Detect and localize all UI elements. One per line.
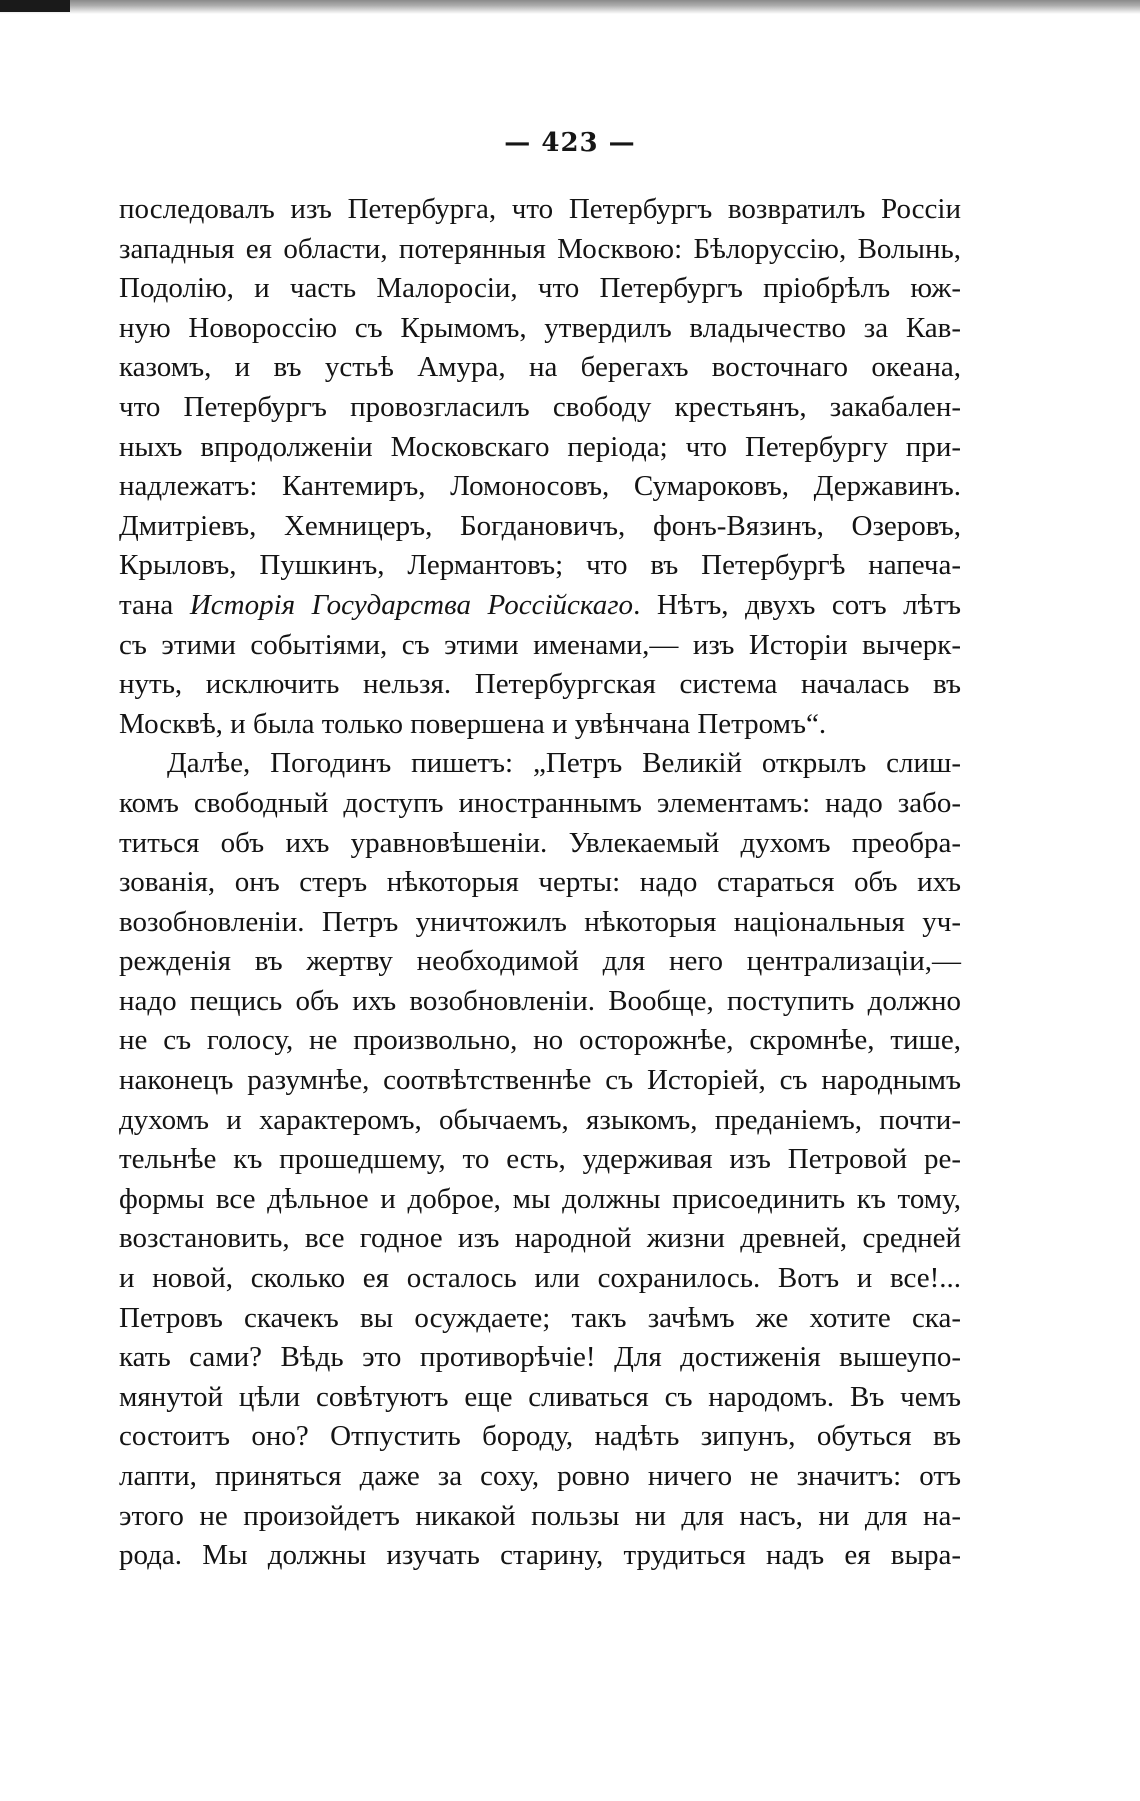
- text-line: что Петербургъ провозгласилъ свободу крестьянъ, закабален-: [119, 390, 961, 423]
- text-line: ныхъ впродолженіи Московскаго періода; что Петербургу при-: [119, 430, 961, 463]
- text-line: режденія въ жертву необходимой для него централизаціи,—: [119, 945, 961, 978]
- text-line: рода. Мы должны изучать старину, трудиться надъ ея выра-: [119, 1539, 961, 1572]
- body-text: [119, 190, 961, 1576]
- scan-top-edge: [0, 0, 1140, 14]
- text-line: духомъ и характеромъ, обычаемъ, языкомъ, преданіемъ, почти-: [119, 1103, 961, 1136]
- text-segment: . Нѣтъ, двухъ сотъ лѣтъ: [633, 588, 961, 621]
- text-line: Подолію, и часть Малоросіи, что Петербургъ пріобрѣлъ юж-: [119, 272, 961, 305]
- text-line: западныя ея области, потерянныя Москвою: Бѣлоруссію, Волынь,: [119, 232, 961, 265]
- text-line: Крыловъ, Пушкинъ, Лермантовъ; что въ Петербургѣ напеча-: [119, 549, 961, 582]
- page-number: — 423 —: [504, 128, 636, 158]
- text-line: Дмитріевъ, Хемницеръ, Богдановичъ, фонъ-Вязинъ, Озеровъ,: [119, 509, 961, 542]
- text-line: этого не произойдетъ никакой пользы ни для насъ, ни для на-: [119, 1499, 961, 1532]
- text-line: съ этими событіями, съ этими именами,— изъ Исторіи вычерк-: [119, 628, 961, 661]
- text-line: наконецъ разумнѣе, соотвѣтственнѣе съ Исторіей, съ народнымъ: [119, 1064, 961, 1097]
- text-line: титься объ ихъ уравновѣшеніи. Увлекаемый духомъ преобра-: [119, 826, 961, 859]
- scan-corner-shadow: [0, 0, 70, 12]
- text-line: зованія, онъ стеръ нѣкоторыя черты: надо стараться объ ихъ: [119, 866, 961, 899]
- text-segment: тана: [119, 588, 190, 621]
- text-line: не съ голосу, не произвольно, но осторожнѣе, скромнѣе, тише,: [119, 1024, 961, 1057]
- text-line-with-italic-title: [119, 586, 961, 626]
- text-line: надлежатъ: Кантемиръ, Ломоносовъ, Сумароковъ, Державинъ.: [119, 470, 961, 503]
- text-line: кать сами? Вѣдь это противорѣчіе! Для достиженія вышеупо-: [119, 1341, 961, 1374]
- text-line: возстановить, все годное изъ народной жизни древней, средней: [119, 1222, 961, 1255]
- text-line: формы все дѣльное и доброе, мы должны присоединить къ тому,: [119, 1182, 961, 1215]
- text-line: последовалъ изъ Петербурга, что Петербургъ возвратилъ Россіи: [119, 193, 961, 225]
- text-line: лапти, приняться даже за соху, ровно ничего не значитъ: отъ: [119, 1460, 961, 1492]
- text-line: комъ свободный доступъ иностраннымъ элементамъ: надо забо-: [119, 786, 961, 819]
- text-line: мянутой цѣли совѣтуютъ еще сливаться съ народомъ. Въ чемъ: [119, 1380, 961, 1413]
- text-line: нуть, исключить нельзя. Петербургская система началась въ: [119, 668, 961, 701]
- text-line: ную Новороссію съ Крымомъ, утвердилъ владычество за Кав-: [119, 311, 961, 344]
- paragraph-start-line: Далѣе, Погодинъ пишетъ: „Петръ Великій открылъ слиш-: [167, 747, 961, 780]
- text-line: Москвѣ, и была только повершена и увѣнчана Петромъ“.: [119, 707, 827, 740]
- text-line: тельнѣе къ прошедшему, то есть, удерживая изъ Петровой ре-: [119, 1143, 961, 1176]
- text-line: Петровъ скачекъ вы осуждаете; такъ зачѣмъ же хотите ска-: [119, 1301, 961, 1334]
- text-line: возобновленіи. Петръ уничтожилъ нѣкоторыя національныя уч-: [119, 905, 961, 938]
- italic-book-title: Исторія Государства Россійскаго: [189, 588, 634, 621]
- text-line: казомъ, и въ устьѣ Амура, на берегахъ восточнаго океана,: [119, 351, 961, 384]
- text-line: и новой, сколько ея осталось или сохранилось. Вотъ и все!...: [119, 1262, 961, 1295]
- text-line: состоитъ оно? Отпустить бороду, надѣть зипунъ, обуться въ: [119, 1420, 961, 1453]
- text-line: надо пещись объ ихъ возобновленіи. Вообще, поступить должно: [119, 984, 961, 1017]
